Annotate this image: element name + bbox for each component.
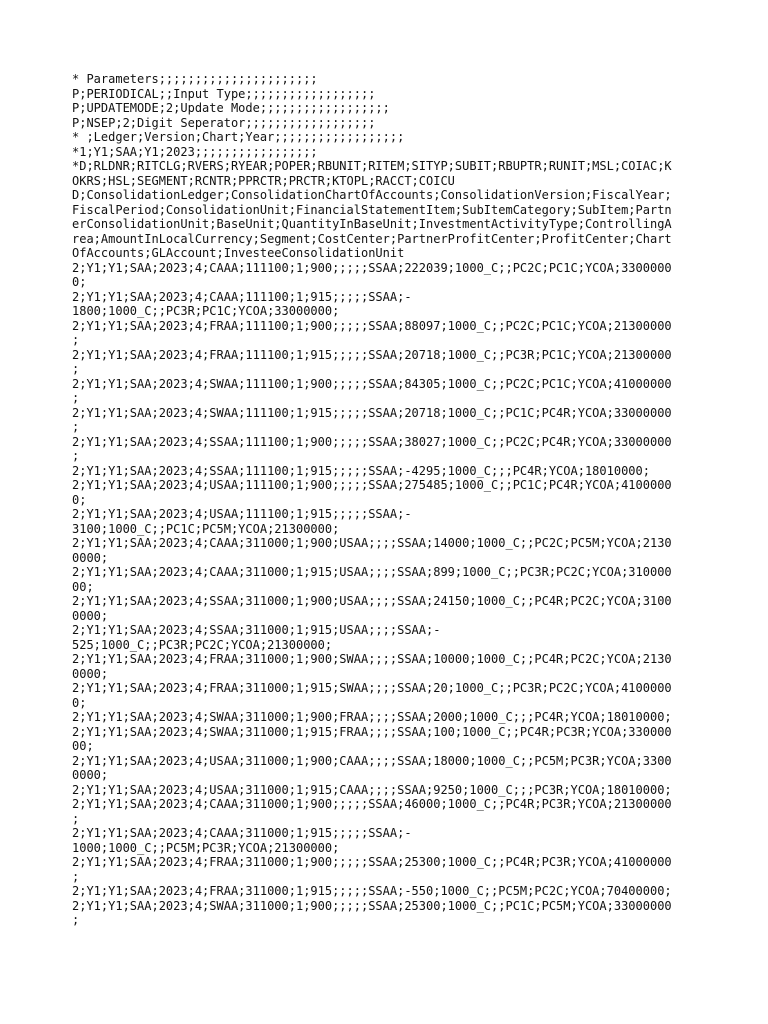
text-line: *1;Y1;SAA;Y1;2023;;;;;;;;;;;;;;;;; bbox=[72, 144, 318, 159]
text-line: 2;Y1;Y1;SAA;2023;4;SWAA;111100;1;915;;;;;SSAA;20718;1000_C;;PC1C;PC4R;YCOA;33000000 bbox=[72, 405, 672, 420]
text-line: 525;1000_C;;PC3R;PC2C;YCOA;21300000; bbox=[72, 637, 333, 652]
text-line: 2;Y1;Y1;SAA;2023;4;FRAA;311000;1;900;SWAA;;;;SSAA;10000;1000_C;;PC4R;PC2C;YCOA;2130 bbox=[72, 652, 672, 666]
text-line: 2;Y1;Y1;SAA;2023;4;CAAA;311000;1;900;;;;;SSAA;46000;1000_C;;PC4R;PC3R;YCOA;21300000 bbox=[72, 797, 672, 811]
text-line: 0; bbox=[72, 275, 87, 289]
text-line: rea;AmountInLocalCurrency;Segment;CostCenter;PartnerProfitCenter;ProfitCenter;Chart bbox=[72, 231, 672, 246]
text-line: ; bbox=[72, 811, 80, 826]
text-line: 1800;1000_C;;PC3R;PC1C;YCOA;33000000; bbox=[72, 304, 340, 318]
text-line: 2;Y1;Y1;SAA;2023;4;SWAA;311000;1;900;FRAA;;;;SSAA;2000;1000_C;;;PC4R;YCOA;18010000; bbox=[72, 710, 672, 724]
text-line: erConsolidationUnit;BaseUnit;QuantityInBaseUnit;InvestmentActivityType;ControllingA bbox=[72, 217, 672, 231]
text-line: ; bbox=[72, 391, 80, 405]
text-line: 0000; bbox=[72, 768, 109, 782]
text-line: P;NSEP;2;Digit Seperator;;;;;;;;;;;;;;;;;; bbox=[72, 115, 376, 130]
text-line: 00; bbox=[72, 579, 94, 594]
text-line: ; bbox=[72, 449, 80, 463]
text-line: 2;Y1;Y1;SAA;2023;4;CAAA;311000;1;915;;;;;SSAA;- bbox=[72, 826, 412, 840]
text-line: P;UPDATEMODE;2;Update Mode;;;;;;;;;;;;;;;;;; bbox=[72, 101, 390, 115]
text-line: 2;Y1;Y1;SAA;2023;4;SWAA;311000;1;900;;;;;SSAA;25300;1000_C;;PC1C;PC5M;YCOA;33000000 bbox=[72, 898, 672, 913]
text-line: ; bbox=[72, 420, 80, 434]
text-line: *D;RLDNR;RITCLG;RVERS;RYEAR;POPER;RBUNIT;RITEM;SITYP;SUBIT;RBUPTR;RUNIT;MSL;COIAC;K bbox=[72, 159, 672, 173]
text-line: 1000;1000_C;;PC5M;PC3R;YCOA;21300000; bbox=[72, 840, 340, 855]
text-line: 2;Y1;Y1;SAA;2023;4;SWAA;111100;1;900;;;;;SSAA;84305;1000_C;;PC2C;PC1C;YCOA;41000000 bbox=[72, 376, 672, 391]
text-line: 2;Y1;Y1;SAA;2023;4;CAAA;111100;1;900;;;;;SSAA;222039;1000_C;;PC2C;PC1C;YCOA;3300000 bbox=[72, 260, 672, 275]
text-line: ; bbox=[72, 869, 80, 884]
text-line: 2;Y1;Y1;SAA;2023;4;CAAA;311000;1;915;USAA;;;;SSAA;899;1000_C;;PC3R;PC2C;YCOA;310000 bbox=[72, 565, 672, 579]
text-line: 0; bbox=[72, 492, 87, 507]
text-line: 2;Y1;Y1;SAA;2023;4;FRAA;311000;1;915;;;;;SSAA;-550;1000_C;;PC5M;PC2C;YCOA;70400000; bbox=[72, 884, 672, 898]
text-line: * ;Ledger;Version;Chart;Year;;;;;;;;;;;;;;;;;; bbox=[72, 130, 405, 144]
text-line: 2;Y1;Y1;SAA;2023;4;USAA;111100;1;915;;;;;SSAA;- bbox=[72, 507, 412, 521]
text-line: 0000; bbox=[72, 550, 109, 565]
text-line: 0000; bbox=[72, 608, 109, 623]
text-line: 2;Y1;Y1;SAA;2023;4;USAA;311000;1;900;CAAA;;;;SSAA;18000;1000_C;;PC5M;PC3R;YCOA;3300 bbox=[72, 753, 672, 768]
text-line: ; bbox=[72, 362, 80, 376]
text-line: 2;Y1;Y1;SAA;2023;4;CAAA;111100;1;915;;;;;SSAA;- bbox=[72, 289, 412, 304]
text-line: 2;Y1;Y1;SAA;2023;4;SSAA;311000;1;915;USAA;;;;SSAA;- bbox=[72, 623, 441, 637]
text-line: P;PERIODICAL;;Input Type;;;;;;;;;;;;;;;;;; bbox=[72, 86, 376, 101]
text-line: 2;Y1;Y1;SAA;2023;4;USAA;111100;1;900;;;;;SSAA;275485;1000_C;;PC1C;PC4R;YCOA;4100000 bbox=[72, 478, 672, 492]
text-line: * Parameters;;;;;;;;;;;;;;;;;;;;;; bbox=[72, 72, 318, 86]
text-line: 2;Y1;Y1;SAA;2023;4;CAAA;311000;1;900;USAA;;;;SSAA;14000;1000_C;;PC2C;PC5M;YCOA;2130 bbox=[72, 536, 672, 550]
text-line: ; bbox=[72, 333, 80, 347]
text-line: 2;Y1;Y1;SAA;2023;4;FRAA;311000;1;915;SWAA;;;;SSAA;20;1000_C;;PC3R;PC2C;YCOA;4100000 bbox=[72, 681, 672, 695]
text-line: 00; bbox=[72, 739, 94, 753]
text-line: 2;Y1;Y1;SAA;2023;4;FRAA;111100;1;900;;;;;SSAA;88097;1000_C;;PC2C;PC1C;YCOA;21300000 bbox=[72, 318, 672, 333]
text-line: 2;Y1;Y1;SAA;2023;4;USAA;311000;1;915;CAAA;;;;SSAA;9250;1000_C;;;PC3R;YCOA;18010000; bbox=[72, 782, 672, 797]
text-line: 2;Y1;Y1;SAA;2023;4;FRAA;311000;1;900;;;;;SSAA;25300;1000_C;;PC4R;PC3R;YCOA;41000000 bbox=[72, 855, 672, 869]
text-line: 3100;1000_C;;PC1C;PC5M;YCOA;21300000; bbox=[72, 521, 340, 536]
text-line: 2;Y1;Y1;SAA;2023;4;SSAA;111100;1;915;;;;;SSAA;-4295;1000_C;;;PC4R;YCOA;18010000; bbox=[72, 463, 650, 478]
document-page bbox=[72, 72, 698, 928]
text-line: FiscalPeriod;ConsolidationUnit;FinancialStatementItem;SubItemCategory;SubItem;Partn bbox=[72, 202, 672, 217]
text-line: OfAccounts;GLAccount;InvesteeConsolidationUnit bbox=[72, 246, 405, 260]
text-line: OKRS;HSL;SEGMENT;RCNTR;PPRCTR;PRCTR;KTOPL;RACCT;COICU bbox=[72, 173, 455, 188]
text-line: 2;Y1;Y1;SAA;2023;4;SSAA;111100;1;900;;;;;SSAA;38027;1000_C;;PC2C;PC4R;YCOA;33000000 bbox=[72, 434, 672, 449]
text-line: 0000; bbox=[72, 666, 109, 681]
text-line: ; bbox=[72, 913, 80, 927]
text-line: 2;Y1;Y1;SAA;2023;4;FRAA;111100;1;915;;;;;SSAA;20718;1000_C;;PC3R;PC1C;YCOA;21300000 bbox=[72, 347, 672, 362]
text-line: 0; bbox=[72, 695, 87, 710]
text-line: 2;Y1;Y1;SAA;2023;4;SSAA;311000;1;900;USAA;;;;SSAA;24150;1000_C;;PC4R;PC2C;YCOA;3100 bbox=[72, 594, 672, 608]
text-line: D;ConsolidationLedger;ConsolidationChartOfAccounts;ConsolidationVersion;FiscalYear; bbox=[72, 188, 672, 202]
text-line: 2;Y1;Y1;SAA;2023;4;SWAA;311000;1;915;FRAA;;;;SSAA;100;1000_C;;PC4R;PC3R;YCOA;330000 bbox=[72, 724, 672, 739]
